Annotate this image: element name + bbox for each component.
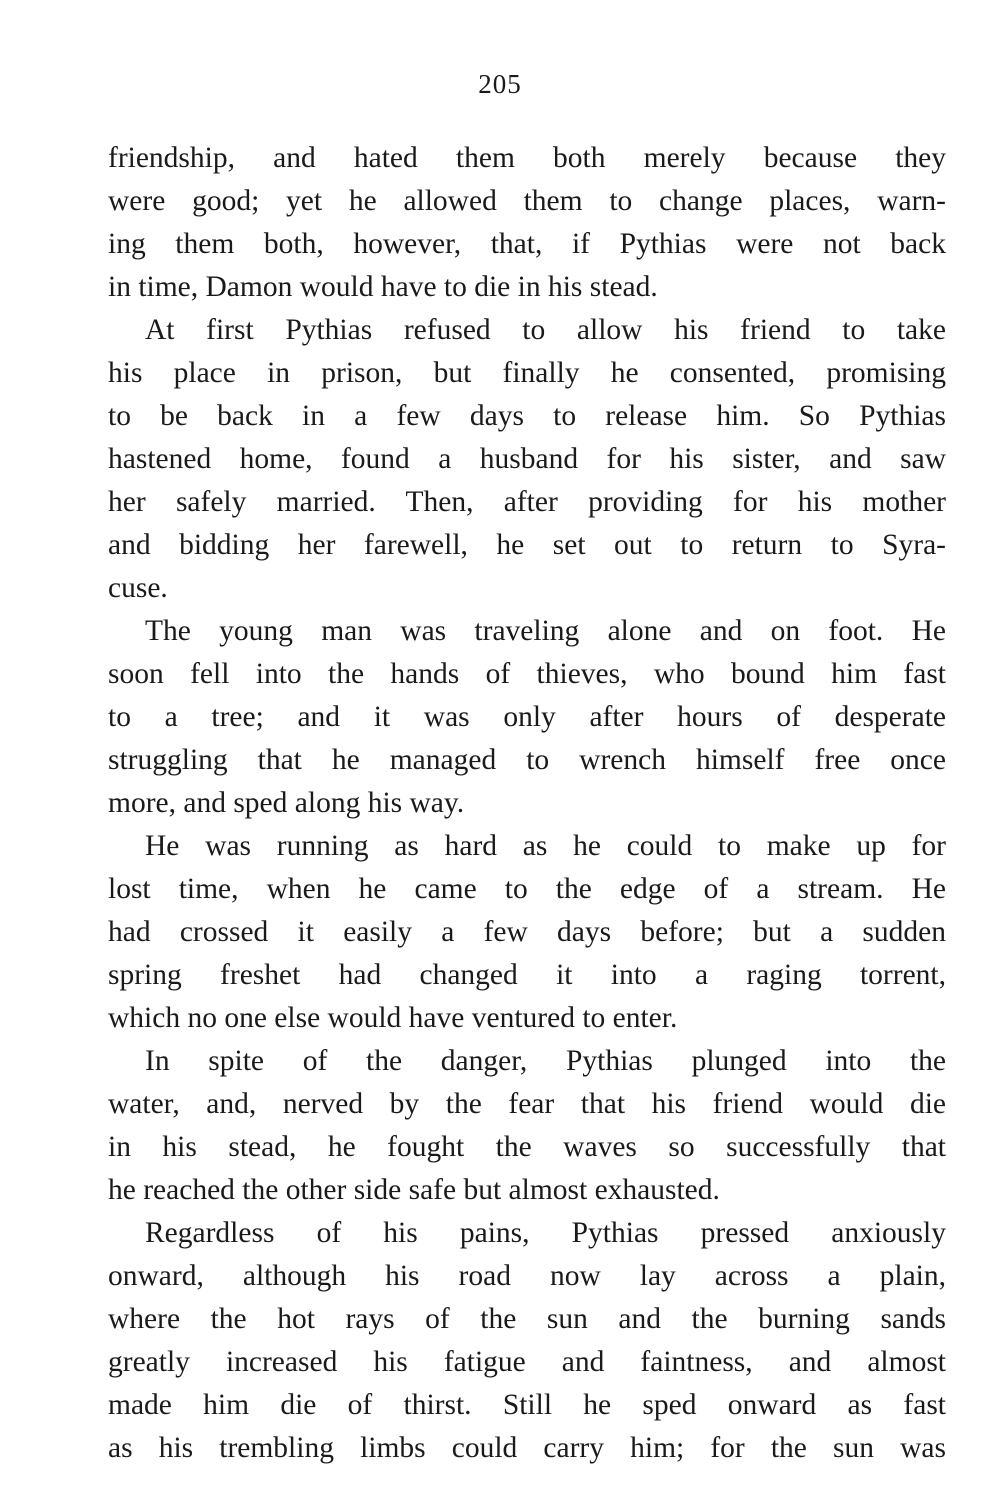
text-line: ing them both, however, that, if Pythias were not back — [108, 228, 946, 260]
text-line: hastened home, found a husband for his sister, and saw — [108, 443, 946, 475]
text-line: friendship, and hated them both merely because they — [108, 142, 946, 174]
text-line: soon fell into the hands of thieves, who bound him fast — [108, 658, 946, 690]
paragraph-4 — [108, 825, 946, 1040]
text-line: water, and, nerved by the fear that his friend would die — [108, 1088, 946, 1120]
paragraph-5 — [108, 1040, 946, 1212]
text-line: He was running as hard as he could to make up for — [145, 830, 946, 862]
text-line: her safely married. Then, after providing for his mother — [108, 486, 946, 518]
text-line: onward, although his road now lay across a plain, — [108, 1260, 946, 1292]
text-line: The young man was traveling alone and on foot. He — [145, 615, 946, 647]
text-line: were good; yet he allowed them to change places, warn- — [108, 185, 946, 217]
text-line: where the hot rays of the sun and the burning sands — [108, 1303, 946, 1335]
text-line: in his stead, he fought the waves so successfully that — [108, 1131, 946, 1163]
text-line: more, and sped along his way. — [108, 787, 465, 819]
text-line: Regardless of his pains, Pythias pressed anxiously — [145, 1217, 946, 1249]
page-number: 205 — [478, 69, 522, 99]
text-line: to be back in a few days to release him. So Pythias — [108, 400, 946, 432]
text-line: as his trembling limbs could carry him; for the sun was — [108, 1432, 946, 1464]
text-line: to a tree; and it was only after hours of desperate — [108, 701, 946, 733]
text-line: cuse. — [108, 572, 168, 604]
text-line: in time, Damon would have to die in his stead. — [108, 271, 658, 303]
text-line: spring freshet had changed it into a raging torrent, — [108, 959, 946, 991]
text-line: and bidding her farewell, he set out to return to Syra- — [108, 529, 946, 561]
text-line: greatly increased his fatigue and faintness, and almost — [108, 1346, 946, 1378]
text-line: he reached the other side safe but almost exhausted. — [108, 1174, 720, 1206]
body-text — [108, 137, 946, 1470]
text-line: made him die of thirst. Still he sped onward as fast — [108, 1389, 946, 1421]
text-line: his place in prison, but finally he consented, promising — [108, 357, 946, 389]
text-line: In spite of the danger, Pythias plunged into the — [145, 1045, 946, 1077]
paragraph-3 — [108, 610, 946, 825]
text-line: struggling that he managed to wrench himself free once — [108, 744, 946, 776]
paragraph-2 — [108, 309, 946, 610]
text-line: At first Pythias refused to allow his friend to take — [145, 314, 946, 346]
text-line: lost time, when he came to the edge of a stream. He — [108, 873, 946, 905]
text-line: had crossed it easily a few days before; but a sudden — [108, 916, 946, 948]
paragraph-1 — [108, 137, 946, 309]
text-line: which no one else would have ventured to enter. — [108, 1002, 678, 1034]
paragraph-6 — [108, 1212, 946, 1470]
